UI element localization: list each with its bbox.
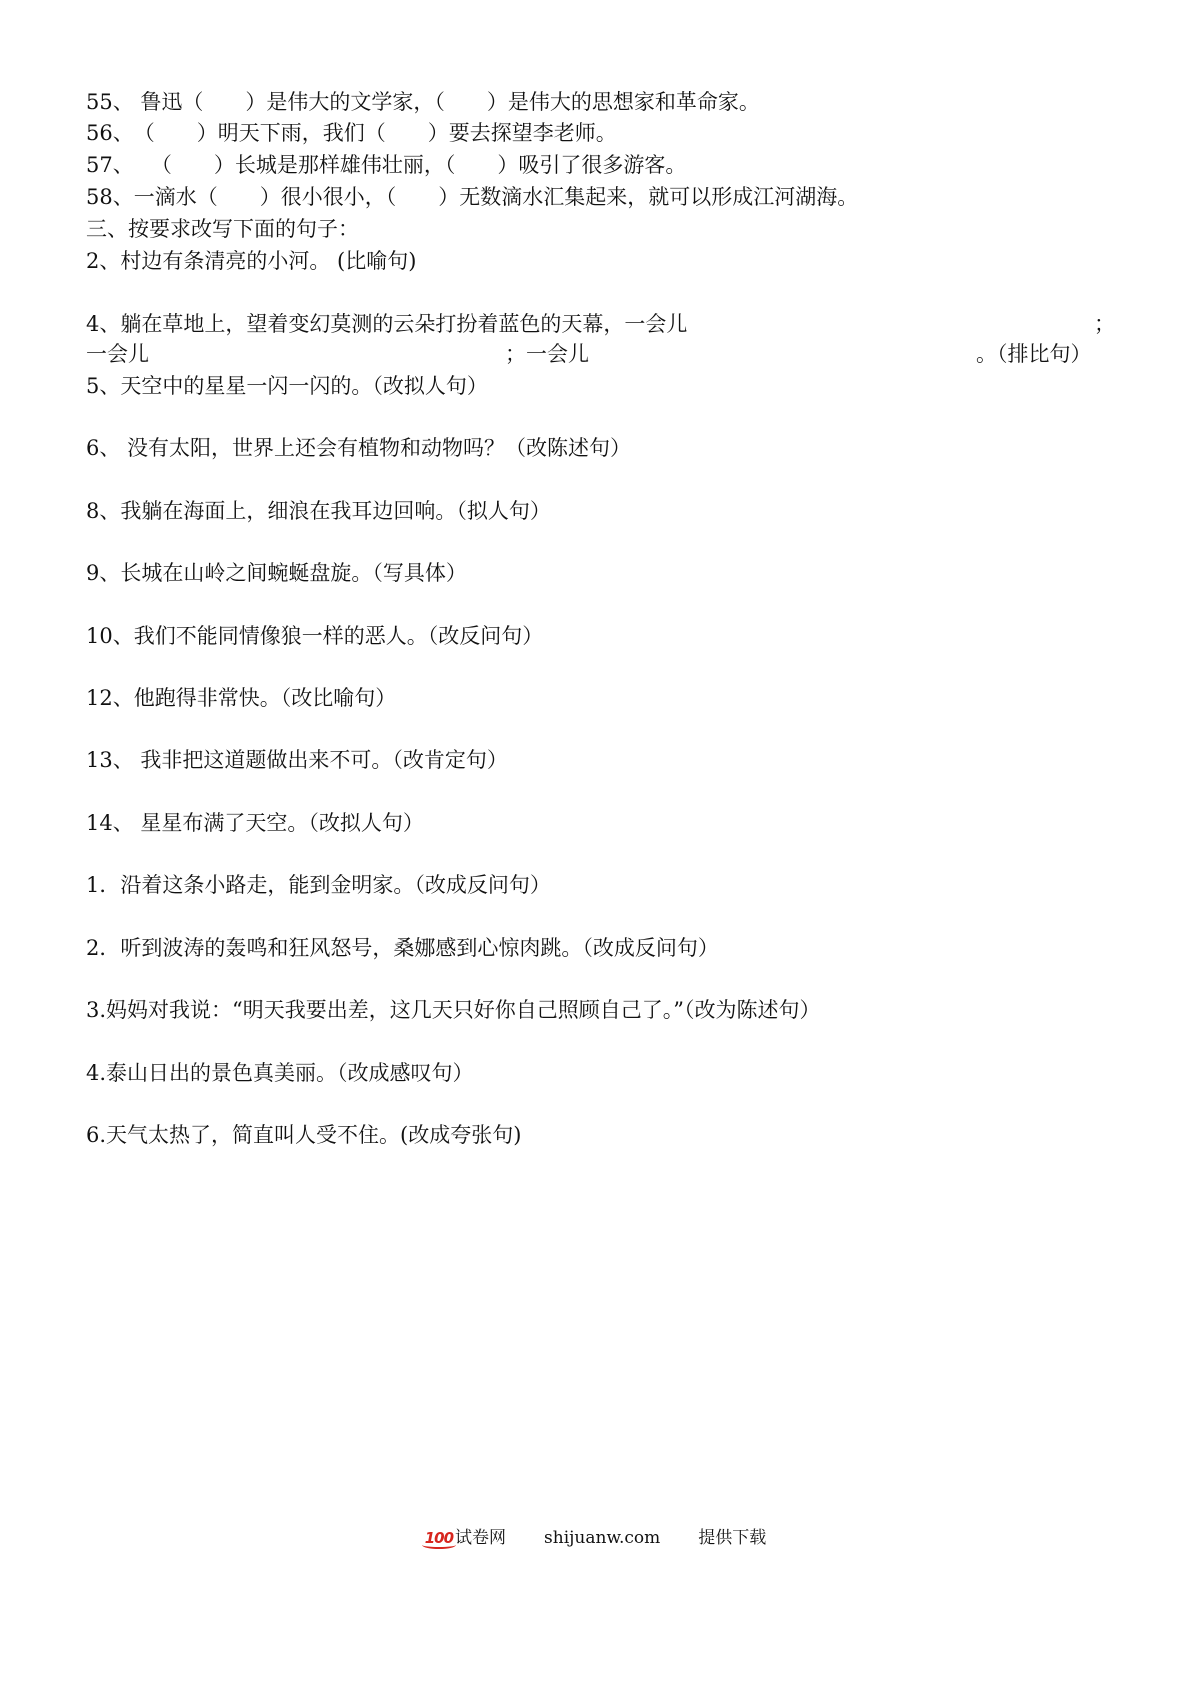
page-footer	[0, 1527, 1191, 1549]
rewrite-item	[86, 685, 396, 711]
item-text: 沿着这条小路走，能到金明家。（改成反问句）	[120, 873, 551, 897]
item-55	[86, 89, 760, 115]
rewrite-item	[86, 810, 424, 836]
q4-ending: 。（排比句）	[976, 342, 1092, 366]
item-number: 14、	[86, 811, 134, 835]
item-number: 10、	[86, 624, 134, 648]
rewrite-item-q2	[86, 248, 416, 274]
item-text: 妈妈对我说：“明天我要出差，这几天只好你自己照顾自己了。”（改为陈述句）	[106, 998, 821, 1022]
section-heading: 三、按要求改写下面的句子：	[86, 217, 359, 241]
item-number: 8、	[86, 499, 121, 523]
item-number: 6.	[86, 1123, 107, 1147]
item-text: 天气太热了，简直叫人受不住。(改成夸张句)	[106, 1123, 522, 1147]
item-number: 5、	[86, 374, 121, 398]
item-number: 2．	[86, 936, 121, 960]
item-text: 村边有条清亮的小河。 (比喻句)	[120, 249, 417, 273]
item-text: 他跑得非常快。（改比喻句）	[133, 686, 397, 710]
item-58	[86, 184, 858, 210]
site-logo	[425, 1527, 453, 1549]
item-number: 13、	[86, 748, 134, 772]
item-text: （ ）长城是那样雄伟壮丽，（ ）吸引了很多游客。	[133, 153, 687, 177]
rewrite-item	[86, 747, 508, 773]
q4-semicolon-1: ；	[1094, 312, 1115, 336]
item-text: 泰山日出的景色真美丽。（改成感叹句）	[106, 1061, 474, 1085]
item-text: （ ）明天下雨，我们（ ）要去探望李老师。	[133, 121, 617, 145]
item-text: 鲁迅（ ）是伟大的文学家，（ ）是伟大的思想家和革命家。	[133, 90, 760, 114]
logo-text: 试卷网	[455, 1528, 507, 1548]
item-57	[86, 152, 686, 178]
rewrite-item	[86, 435, 631, 461]
item-text: 一滴水（ ）很小很小，（ ）无数滴水汇集起来，就可以形成江河湖海。	[133, 185, 859, 209]
item-number: 57、	[86, 153, 134, 177]
rewrite-item	[86, 623, 543, 649]
item-number: 55、	[86, 90, 134, 114]
item-number: 3.	[86, 998, 107, 1022]
item-number: 4、	[86, 312, 121, 336]
rewrite-item	[86, 872, 551, 898]
logo-digits: 100	[424, 1529, 454, 1547]
item-number: 12、	[86, 686, 134, 710]
item-number: 6、	[86, 436, 121, 460]
rewrite-item	[86, 997, 821, 1023]
item-text: 天空中的星星一闪一闪的。（改拟人句）	[120, 374, 488, 398]
item-text: 我躺在海面上，细浪在我耳边回响。（拟人句）	[120, 499, 551, 523]
item-text: 没有太阳，世界上还会有植物和动物吗？（改陈述句）	[120, 436, 632, 460]
item-text: 听到波涛的轰鸣和狂风怒号，桑娜感到心惊肉跳。（改成反问句）	[120, 936, 719, 960]
item-number: 2、	[86, 249, 121, 273]
item-number: 58、	[86, 185, 134, 209]
rewrite-item-q4-line1	[86, 311, 687, 337]
item-text: 我们不能同情像狼一样的恶人。（改反问句）	[133, 624, 544, 648]
item-number: 56、	[86, 121, 134, 145]
item-text: 我非把这道题做出来不可。（改肯定句）	[133, 748, 508, 772]
rewrite-item	[86, 1122, 521, 1148]
rewrite-item	[86, 373, 488, 399]
item-number: 9、	[86, 561, 121, 585]
rewrite-item	[86, 1060, 474, 1086]
rewrite-item	[86, 560, 467, 586]
item-text: 星星布满了天空。（改拟人句）	[133, 811, 424, 835]
logo-swoosh-icon	[422, 1541, 456, 1549]
item-56	[86, 120, 617, 146]
q4-semicolon-2: ；一会儿	[505, 342, 589, 366]
rewrite-item-q4-line2: 一会儿	[86, 342, 149, 366]
footer-tagline: 提供下载	[698, 1528, 767, 1548]
item-number: 1．	[86, 873, 121, 897]
item-number: 4.	[86, 1061, 107, 1085]
site-url: shijuanw.com	[544, 1528, 661, 1548]
rewrite-item	[86, 935, 719, 961]
item-text: 长城在山岭之间蜿蜒盘旋。（写具体）	[120, 561, 467, 585]
item-text: 躺在草地上，望着变幻莫测的云朵打扮着蓝色的天幕，一会儿	[120, 312, 688, 336]
rewrite-item	[86, 498, 551, 524]
